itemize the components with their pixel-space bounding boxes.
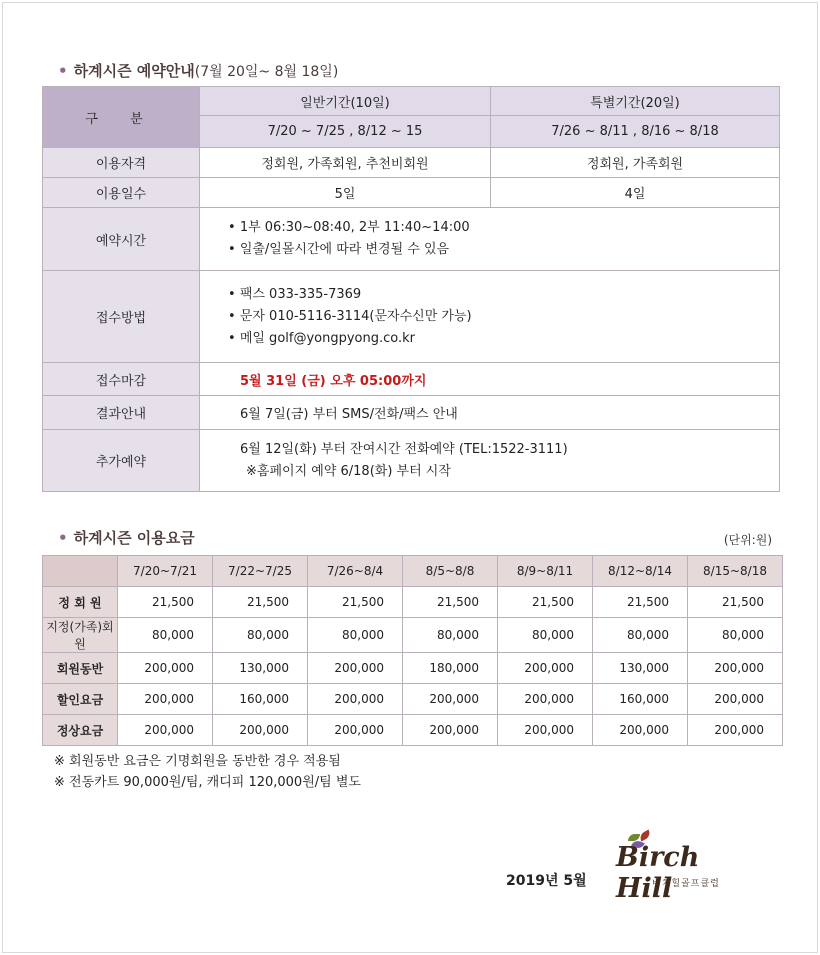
price-cell: 130,000 bbox=[593, 653, 688, 684]
price-table bbox=[42, 555, 783, 746]
price-cell: 21,500 bbox=[213, 587, 308, 618]
row-label: 정 회 원 bbox=[43, 587, 118, 618]
price-cell: 200,000 bbox=[308, 653, 403, 684]
header-category: 구 분 bbox=[43, 87, 200, 148]
section1-title-text: 하계시즌 예약안내 bbox=[73, 62, 195, 80]
price-cell: 80,000 bbox=[308, 618, 403, 653]
extra-line2: ※홈페이지 예약 6/18(화) 부터 시작 bbox=[246, 463, 451, 479]
note-item: ※ 전동카트 90,000원/팀, 캐디피 120,000원/팀 별도 bbox=[54, 775, 361, 790]
header-general-period: 일반기간(10일) bbox=[200, 87, 491, 116]
price-cell: 200,000 bbox=[403, 715, 498, 746]
price-cell: 80,000 bbox=[593, 618, 688, 653]
price-cell: 21,500 bbox=[118, 587, 213, 618]
price-header-corner bbox=[43, 556, 118, 587]
price-cell: 200,000 bbox=[403, 684, 498, 715]
price-cell: 21,500 bbox=[308, 587, 403, 618]
section1-title bbox=[58, 60, 338, 81]
list-item: • 1부 06:30~08:40, 2부 11:40~14:00 bbox=[228, 217, 779, 239]
row-label: 정상요금 bbox=[43, 715, 118, 746]
days-label: 이용일수 bbox=[43, 178, 200, 208]
table-row bbox=[43, 684, 783, 715]
price-header: 8/15~8/18 bbox=[688, 556, 783, 587]
price-cell: 200,000 bbox=[688, 715, 783, 746]
row-label: 할인요금 bbox=[43, 684, 118, 715]
price-cell: 80,000 bbox=[688, 618, 783, 653]
eligibility-special: 정회원, 가족회원 bbox=[491, 148, 780, 178]
price-cell: 80,000 bbox=[498, 618, 593, 653]
table-row bbox=[43, 587, 783, 618]
table-row bbox=[43, 618, 783, 653]
price-cell: 160,000 bbox=[213, 684, 308, 715]
price-header: 8/9~8/11 bbox=[498, 556, 593, 587]
price-cell: 200,000 bbox=[688, 684, 783, 715]
extra-line1: 6월 12일(화) 부터 잔여시간 전화예약 (TEL:1522-3111) bbox=[240, 441, 568, 457]
price-cell: 200,000 bbox=[498, 653, 593, 684]
extra-value bbox=[200, 430, 780, 492]
price-header: 8/5~8/8 bbox=[403, 556, 498, 587]
row-label: 회원동반 bbox=[43, 653, 118, 684]
price-cell: 200,000 bbox=[118, 684, 213, 715]
birch-hill-logo bbox=[608, 832, 758, 904]
price-cell: 200,000 bbox=[308, 684, 403, 715]
price-cell: 21,500 bbox=[498, 587, 593, 618]
method-label: 접수방법 bbox=[43, 271, 200, 363]
price-cell: 160,000 bbox=[593, 684, 688, 715]
price-header: 7/26~8/4 bbox=[308, 556, 403, 587]
bullet-icon: • bbox=[58, 62, 68, 80]
price-cell: 200,000 bbox=[118, 653, 213, 684]
table-row bbox=[43, 653, 783, 684]
price-cell: 80,000 bbox=[118, 618, 213, 653]
days-general: 5일 bbox=[200, 178, 491, 208]
price-cell: 200,000 bbox=[118, 715, 213, 746]
reservation-table bbox=[42, 86, 780, 492]
price-cell: 200,000 bbox=[593, 715, 688, 746]
header-special-period: 특별기간(20일) bbox=[491, 87, 780, 116]
list-item: • 문자 010-5116-3114(문자수신만 가능) bbox=[228, 306, 779, 328]
price-header: 8/12~8/14 bbox=[593, 556, 688, 587]
list-item: • 메일 golf@yongpyong.co.kr bbox=[228, 328, 779, 350]
price-cell: 80,000 bbox=[213, 618, 308, 653]
price-cell: 21,500 bbox=[593, 587, 688, 618]
price-cell: 200,000 bbox=[213, 715, 308, 746]
eligibility-general: 정회원, 가족회원, 추천비회원 bbox=[200, 148, 491, 178]
price-cell: 180,000 bbox=[403, 653, 498, 684]
section1-subtitle: (7월 20일~ 8월 18일) bbox=[194, 64, 339, 80]
unit-label: (단위:원) bbox=[723, 533, 772, 547]
reservation-time-label: 예약시간 bbox=[43, 208, 200, 271]
price-cell: 130,000 bbox=[213, 653, 308, 684]
price-cell: 21,500 bbox=[688, 587, 783, 618]
special-period-dates: 7/26 ~ 8/11 , 8/16 ~ 8/18 bbox=[491, 116, 780, 148]
price-cell: 21,500 bbox=[403, 587, 498, 618]
leaf-icon bbox=[638, 829, 652, 841]
eligibility-label: 이용자격 bbox=[43, 148, 200, 178]
list-item: • 팩스 033-335-7369 bbox=[228, 284, 779, 306]
price-cell: 200,000 bbox=[498, 715, 593, 746]
row-label: 지정(가족)회원 bbox=[43, 618, 118, 653]
list-item: • 일출/일몰시간에 따라 변경될 수 있음 bbox=[228, 239, 779, 261]
table-row bbox=[43, 715, 783, 746]
logo-english: Birch Hill bbox=[616, 842, 700, 904]
section2-title-text: 하계시즌 이용요금 bbox=[73, 529, 195, 547]
reservation-time-list bbox=[200, 208, 780, 271]
section2-title bbox=[58, 527, 195, 548]
price-header: 7/20~7/21 bbox=[118, 556, 213, 587]
deadline-value: 5월 31일 (금) 오후 05:00까지 bbox=[200, 363, 780, 396]
price-cell: 200,000 bbox=[498, 684, 593, 715]
method-list bbox=[200, 271, 780, 363]
logo-korean: 버치힐골프클럽 bbox=[652, 879, 720, 889]
days-special: 4일 bbox=[491, 178, 780, 208]
note-item: ※ 회원동반 요금은 기명회원을 동반한 경우 적용됨 bbox=[54, 754, 341, 769]
price-cell: 200,000 bbox=[308, 715, 403, 746]
extra-label: 추가예약 bbox=[43, 430, 200, 492]
issue-date: 2019년 5월 bbox=[506, 873, 587, 889]
price-cell: 80,000 bbox=[403, 618, 498, 653]
price-cell: 200,000 bbox=[688, 653, 783, 684]
bullet-icon: • bbox=[58, 529, 68, 547]
result-value: 6월 7일(금) 부터 SMS/전화/팩스 안내 bbox=[200, 396, 780, 430]
deadline-label: 접수마감 bbox=[43, 363, 200, 396]
notes bbox=[54, 751, 361, 793]
general-period-dates: 7/20 ~ 7/25 , 8/12 ~ 15 bbox=[200, 116, 491, 148]
price-header: 7/22~7/25 bbox=[213, 556, 308, 587]
result-label: 결과안내 bbox=[43, 396, 200, 430]
